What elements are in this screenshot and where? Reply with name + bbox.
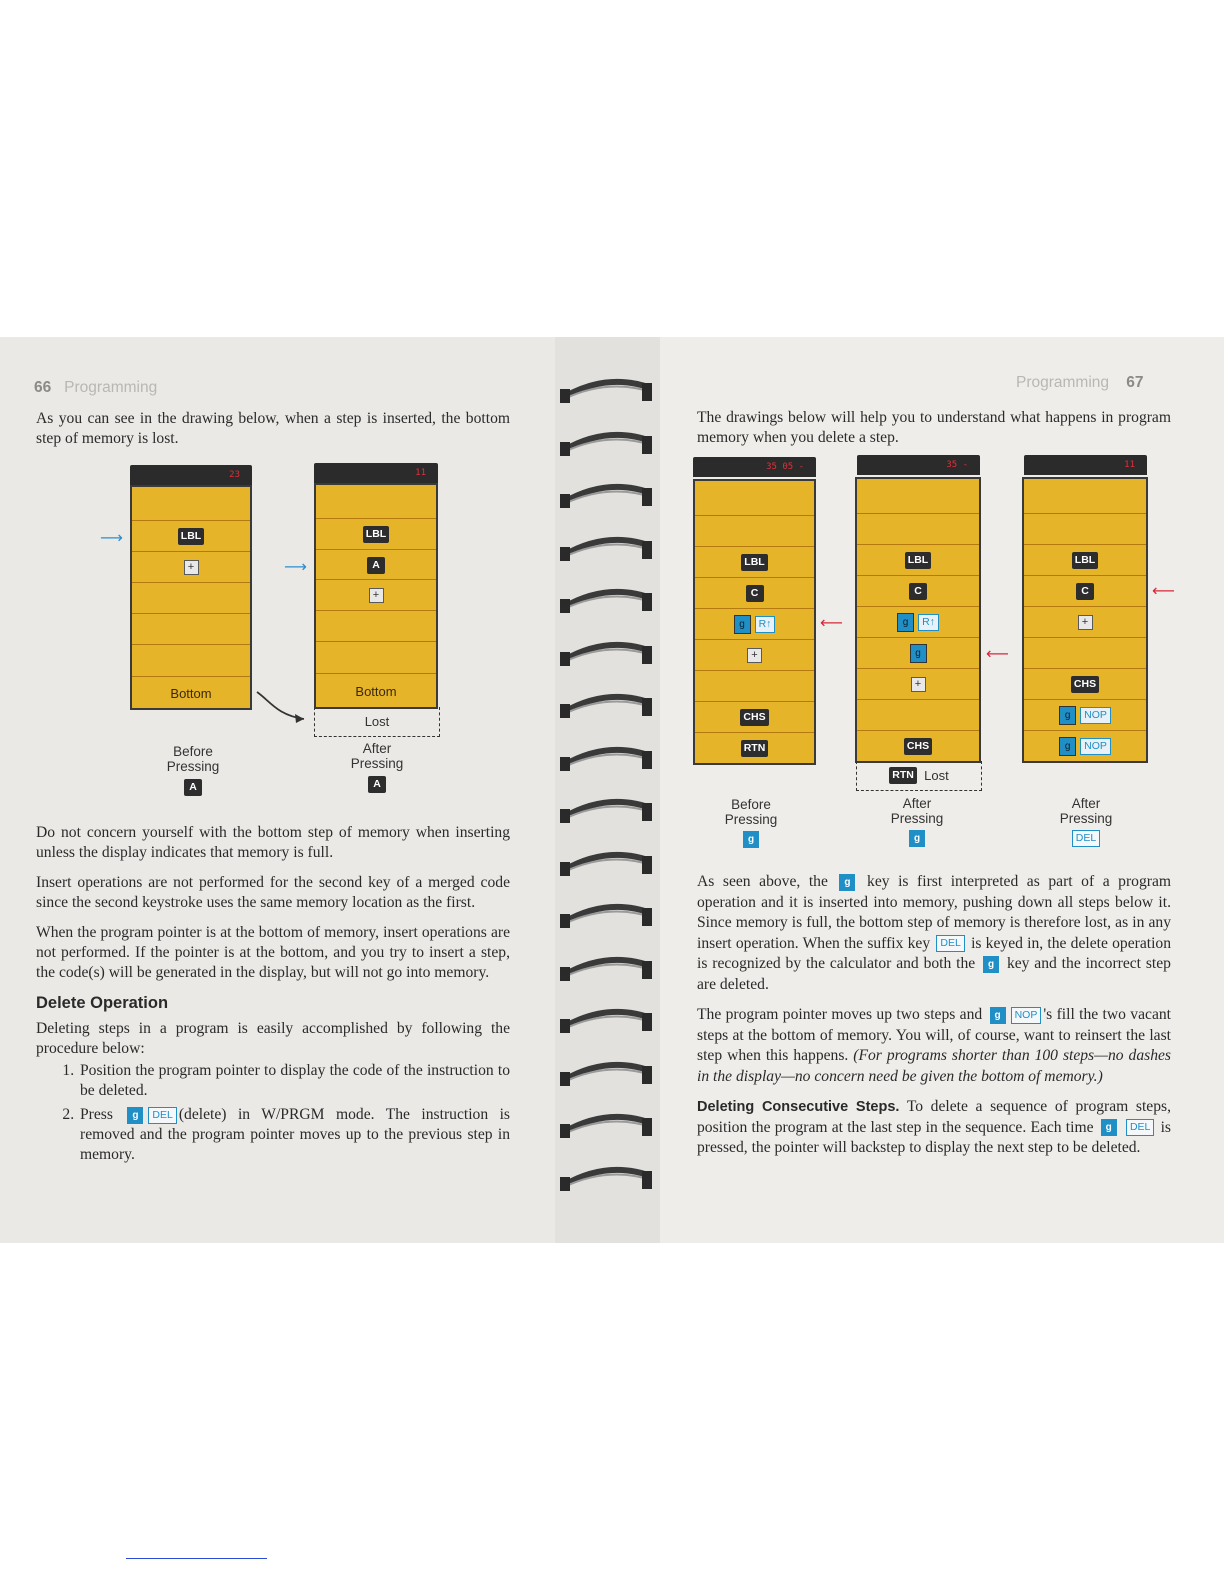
memory-step	[132, 487, 250, 520]
memory-step	[695, 732, 814, 764]
chs-key: CHS	[740, 709, 768, 726]
memory-step	[1024, 730, 1146, 762]
binding-ring-icon	[560, 745, 652, 771]
memory-step	[1024, 479, 1146, 513]
after-caption: After Pressing g	[874, 796, 960, 847]
g-key: g	[910, 644, 927, 663]
memory-stack	[693, 479, 816, 765]
left-page-section: Programming	[64, 379, 158, 396]
display-readout: 23	[130, 465, 252, 485]
binding-ring-icon	[560, 1165, 652, 1191]
r-up-key: R↑	[918, 614, 939, 631]
binding-ring-icon	[560, 955, 652, 981]
memory-step	[695, 670, 814, 702]
display-readout: 11	[1024, 455, 1147, 475]
c-key: C	[1076, 583, 1094, 600]
memory-step	[1024, 699, 1146, 731]
binding-ring-icon	[560, 1007, 652, 1033]
del-key: DEL	[1126, 1119, 1154, 1136]
after-caption: After Pressing A	[334, 741, 420, 793]
before-caption: Before Pressing A	[150, 744, 236, 796]
binding-ring-icon	[560, 850, 652, 876]
lost-step-box: Lost	[314, 707, 440, 737]
memory-step	[857, 637, 979, 669]
right-page-section: Programming	[1016, 374, 1110, 391]
display-readout: 35 05 -	[693, 457, 816, 477]
memory-step	[316, 579, 436, 611]
del-key: DEL	[148, 1107, 176, 1124]
paragraph: As seen above, the g key is first interpreted as part of a program operation and it is inserted into memory, pushing down all steps below it. Since memory is full, the bottom step of memory is therefore lost, as in any insert operation. When the suffix key DEL is keyed in, the delete operation is recognized by the calculator and both the g key and the incorrect step are deleted.	[697, 873, 1171, 993]
memory-step	[857, 513, 979, 545]
memory-step	[695, 701, 814, 733]
memory-step	[695, 481, 814, 515]
book-spread	[0, 337, 1224, 1243]
memory-step	[132, 582, 250, 614]
memory-step	[1024, 544, 1146, 576]
list-item: 1. Position the program pointer to display the code of the instruction to be deleted.	[78, 1061, 510, 1101]
binding-ring-icon	[560, 902, 652, 928]
memory-step-bottom: Bottom	[316, 673, 436, 708]
memory-step	[857, 544, 979, 576]
memory-step	[695, 515, 814, 547]
memory-step	[857, 479, 979, 513]
g-key: g	[839, 874, 855, 891]
memory-step	[1024, 513, 1146, 545]
memory-stack	[855, 477, 981, 763]
memory-step	[857, 699, 979, 731]
memory-step	[695, 639, 814, 671]
rtn-key: RTN	[741, 740, 769, 757]
g-key: g	[743, 831, 759, 848]
memory-step	[1024, 668, 1146, 700]
chs-key: CHS	[1071, 676, 1099, 693]
a-key: A	[368, 776, 386, 793]
memory-stack	[314, 483, 438, 709]
list-item: 2. Press g DEL (delete) in W/PRGM mode. The instruction is removed and the program pointer moves up to the previous step in memory.	[78, 1105, 510, 1165]
chs-key: CHS	[904, 738, 932, 755]
binding-ring-icon	[560, 482, 652, 508]
left-intro: As you can see in the drawing below, when a step is inserted, the bottom step of memory is lost.	[36, 410, 510, 447]
del-key: DEL	[1072, 830, 1100, 847]
memory-step	[857, 575, 979, 607]
pointer-arrow-icon: ⟵	[820, 613, 843, 632]
memory-step	[132, 520, 250, 552]
paragraph: The program pointer moves up two steps and g NOP 's fill the two vacant steps at the bottom of memory. You will, of course, want to reinsert the last step when this happens. (For programs shorter than 100 steps—no dashes in the display—no concern need be given the bottom of memory.)	[697, 1006, 1172, 1085]
display-readout: 35 -	[857, 455, 980, 475]
a-key: A	[367, 557, 385, 574]
memory-step	[857, 730, 979, 762]
paragraph: When the program pointer is at the bottom of memory, insert operations are not performed. If the pointer is at the bottom, and you try to insert a step, the code(s) will be generated in the display, but will not go into memory.	[36, 924, 510, 981]
footer-rule	[126, 1558, 267, 1559]
memory-step	[316, 549, 436, 580]
g-key: g	[734, 615, 751, 634]
memory-step	[316, 610, 436, 642]
binding-ring-icon	[560, 1060, 652, 1086]
section-heading: Delete Operation	[36, 994, 169, 1012]
nop-key: NOP	[1011, 1007, 1042, 1024]
paragraph: Do not concern yourself with the bottom step of memory when inserting unless the display indicates that memory is full.	[36, 824, 510, 861]
memory-step	[857, 606, 979, 638]
memory-step-bottom: Bottom	[132, 676, 250, 709]
g-key: g	[983, 956, 999, 973]
plus-key: +	[184, 560, 199, 575]
binding-ring-icon	[560, 692, 652, 718]
pointer-arrow-icon: ⟶	[284, 557, 307, 576]
after-caption: After Pressing DEL	[1043, 796, 1129, 847]
plus-key: +	[747, 648, 762, 663]
procedure-list	[36, 1061, 510, 1165]
pointer-arrow-icon: ⟵	[986, 644, 1009, 663]
memory-step	[132, 551, 250, 583]
pointer-arrow-icon: ⟵	[1152, 581, 1175, 600]
plus-key: +	[911, 677, 926, 692]
nop-key: NOP	[1080, 738, 1111, 755]
lbl-key: LBL	[905, 552, 931, 569]
r-up-key: R↑	[755, 616, 776, 633]
memory-stack	[130, 485, 252, 710]
lost-step-box: RTN Lost	[856, 761, 982, 791]
left-page-header	[34, 379, 157, 397]
memory-step	[695, 546, 814, 578]
lbl-key: LBL	[363, 526, 389, 543]
left-page-number: 66	[34, 379, 52, 396]
lbl-key: LBL	[741, 554, 767, 571]
memory-stack	[1022, 477, 1148, 763]
paragraph: Insert operations are not performed for the second key of a merged code since the second keystroke uses the same memory location as the first.	[36, 874, 510, 911]
memory-step	[316, 485, 436, 518]
display-readout: 11	[314, 463, 438, 483]
memory-step	[316, 641, 436, 674]
memory-step	[1024, 575, 1146, 607]
paragraph: Deleting Consecutive Steps. To delete a sequence of program steps, position the program at the last step in the sequence. Each time g DEL is pressed, the pointer will backstep to display the next step to be deleted.	[697, 1098, 1171, 1156]
memory-step	[316, 518, 436, 550]
memory-step	[1024, 606, 1146, 638]
paragraph: Deleting steps in a program is easily accomplished by following the procedure below:	[36, 1020, 510, 1057]
g-key: g	[990, 1007, 1006, 1024]
bottom-lost-arrow-icon	[252, 687, 314, 727]
g-key: g	[1059, 737, 1076, 756]
g-key: g	[127, 1107, 143, 1124]
before-caption: Before Pressing g	[708, 797, 794, 848]
lbl-key: LBL	[1072, 552, 1098, 569]
right-page-header	[1016, 374, 1144, 392]
c-key: C	[746, 585, 764, 602]
memory-step	[132, 613, 250, 645]
binding-ring-icon	[560, 1112, 652, 1138]
left-body-text	[36, 823, 510, 1169]
memory-step	[695, 608, 814, 640]
a-key: A	[184, 779, 202, 796]
g-key: g	[1101, 1119, 1117, 1136]
binding-ring-icon	[560, 430, 652, 456]
section-heading: Deleting Consecutive Steps.	[697, 1099, 900, 1115]
right-page-number: 67	[1126, 374, 1144, 391]
memory-step	[1024, 637, 1146, 669]
binding-ring-icon	[560, 797, 652, 823]
plus-key: +	[369, 588, 384, 603]
right-intro: The drawings below will help you to understand what happens in program memory when you delete a step.	[697, 409, 1171, 446]
g-key: g	[1059, 706, 1076, 725]
nop-key: NOP	[1080, 707, 1111, 724]
binding-ring-icon	[560, 535, 652, 561]
binding-ring-icon	[560, 587, 652, 613]
binding-ring-icon	[560, 377, 652, 403]
memory-step	[857, 668, 979, 700]
binding-ring-icon	[560, 640, 652, 666]
memory-step	[132, 644, 250, 677]
pointer-arrow-icon: ⟶	[100, 528, 123, 547]
rtn-key: RTN	[889, 767, 917, 784]
g-key: g	[897, 613, 914, 632]
memory-step	[695, 577, 814, 609]
lbl-key: LBL	[178, 528, 204, 545]
g-key: g	[909, 830, 925, 847]
plus-key: +	[1078, 615, 1093, 630]
del-key: DEL	[936, 935, 964, 952]
c-key: C	[909, 583, 927, 600]
spiral-binding	[555, 337, 660, 1243]
right-body-text	[697, 872, 1171, 1169]
